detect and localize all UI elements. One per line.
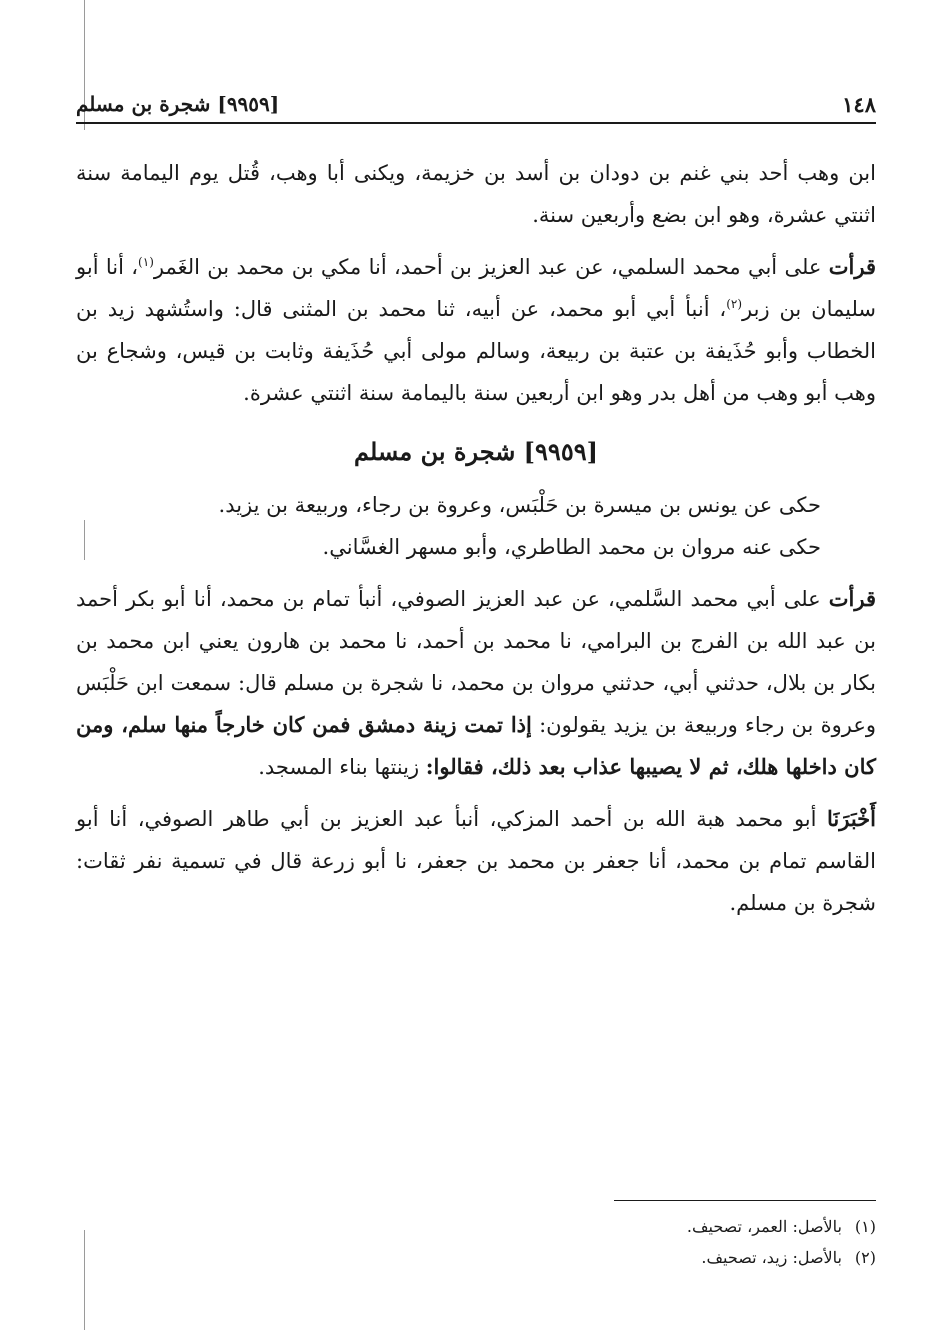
footnote-ref[interactable]: (٢): [726, 297, 743, 311]
footnote-number: (١): [854, 1217, 876, 1236]
footnote-text: بالأصل: العمر، تصحيف.: [686, 1217, 842, 1236]
footnote: [76, 1242, 876, 1273]
running-header-title: [٩٩٥٩] شجرة بن مسلم: [76, 92, 280, 116]
paragraph-text: ابن وهب أحد بني غنم بن دودان بن أسد بن خزيمة، ويكنى أبا وهب، قُتل يوم اليمامة سنة اثنتي عشرة، وهو ابن بضع وأربعين سنة.: [76, 161, 876, 227]
keyword: قرأت: [828, 254, 877, 279]
page-number: ١٤٨: [842, 92, 876, 117]
keyword: أَخْبَرَنَا: [827, 806, 876, 831]
paragraph: [76, 152, 876, 236]
paragraph-text: زينتها بناء المسجد.: [258, 755, 426, 779]
paragraph: [76, 484, 876, 526]
footnote-text: بالأصل: زيد، تصحيف.: [701, 1248, 842, 1267]
entry-title: [٩٩٥٩] شجرة بن مسلم: [354, 437, 598, 466]
main-text: [76, 152, 876, 924]
footnote-number: (٢): [854, 1248, 876, 1267]
paragraph-text: أبو محمد هبة الله بن أحمد المزكي، أنبأ عبد العزيز بن أبي طاهر الصوفي، أنا أبو القاسم تمام بن محمد، أنا جعفر بن محمد بن جعفر، نا أبو زرعة قال في تسمية نفر ثقات: شجرة بن مسلم.: [76, 807, 876, 915]
keyword: قرأت: [828, 586, 876, 611]
footnote-ref[interactable]: (١): [138, 255, 154, 269]
paragraph-text: حكى عنه مروان بن محمد الطاطري، وأبو مسهر الغسَّاني.: [322, 535, 821, 559]
paragraph: [76, 246, 876, 414]
quoted-text: إذا تمت زينة دمشق فمن كان خارجاً منها سلم، ومن كان داخلها هلك، ثم لا يصيبها عذاب بعد ذلك، فقالوا:: [76, 712, 876, 779]
paragraph: [76, 526, 876, 568]
running-header: [76, 86, 876, 124]
paragraph-text: حكى عن يونس بن ميسرة بن حَلْبَس، وعروة بن رجاء، وربيعة بن يزيد.: [218, 493, 821, 517]
paragraph-text: على أبي محمد السَّلمي، عن عبد العزيز الصوفي، أنبأ تمام بن محمد، أنا أبو بكر أحمد بن عبد الله بن الفرج بن البرامي، نا محمد بن أحمد، نا محمد بن هارون يعني ابن محمد بن بكار بن بلال، حدثني أبي، حدثني مروان بن محمد، نا شجرة بن مسلم قال: سمعت ابن حَلْبَس وعروة بن رجاء وربيعة بن يزيد يقولون:: [76, 587, 877, 737]
paragraph-text: على أبي محمد السلمي، عن عبد العزيز بن أحمد، أنا مكي بن محمد بن الغَمر: [153, 255, 829, 279]
footnotes: [76, 1200, 876, 1273]
paragraph: [76, 578, 876, 788]
paragraph: [76, 798, 876, 924]
paragraph-text: ، أنا أبو سليمان بن زبر: [76, 255, 876, 321]
footnote-divider: [614, 1200, 876, 1201]
footnote: [76, 1211, 876, 1242]
paragraph-text: ، أنبأ أبي أبو محمد، عن أبيه، ثنا محمد بن المثنى قال: واستُشهد زيد بن الخطاب وأبو حُذَيفة بن عتبة بن ربيعة، وسالم مولى أبي حُذَيفة وثابت بن قيس، وشجاع بن وهب أبو وهب من أهل بدر وهو ابن أربعين سنة باليمامة سنة اثنتي عشرة.: [76, 297, 876, 405]
